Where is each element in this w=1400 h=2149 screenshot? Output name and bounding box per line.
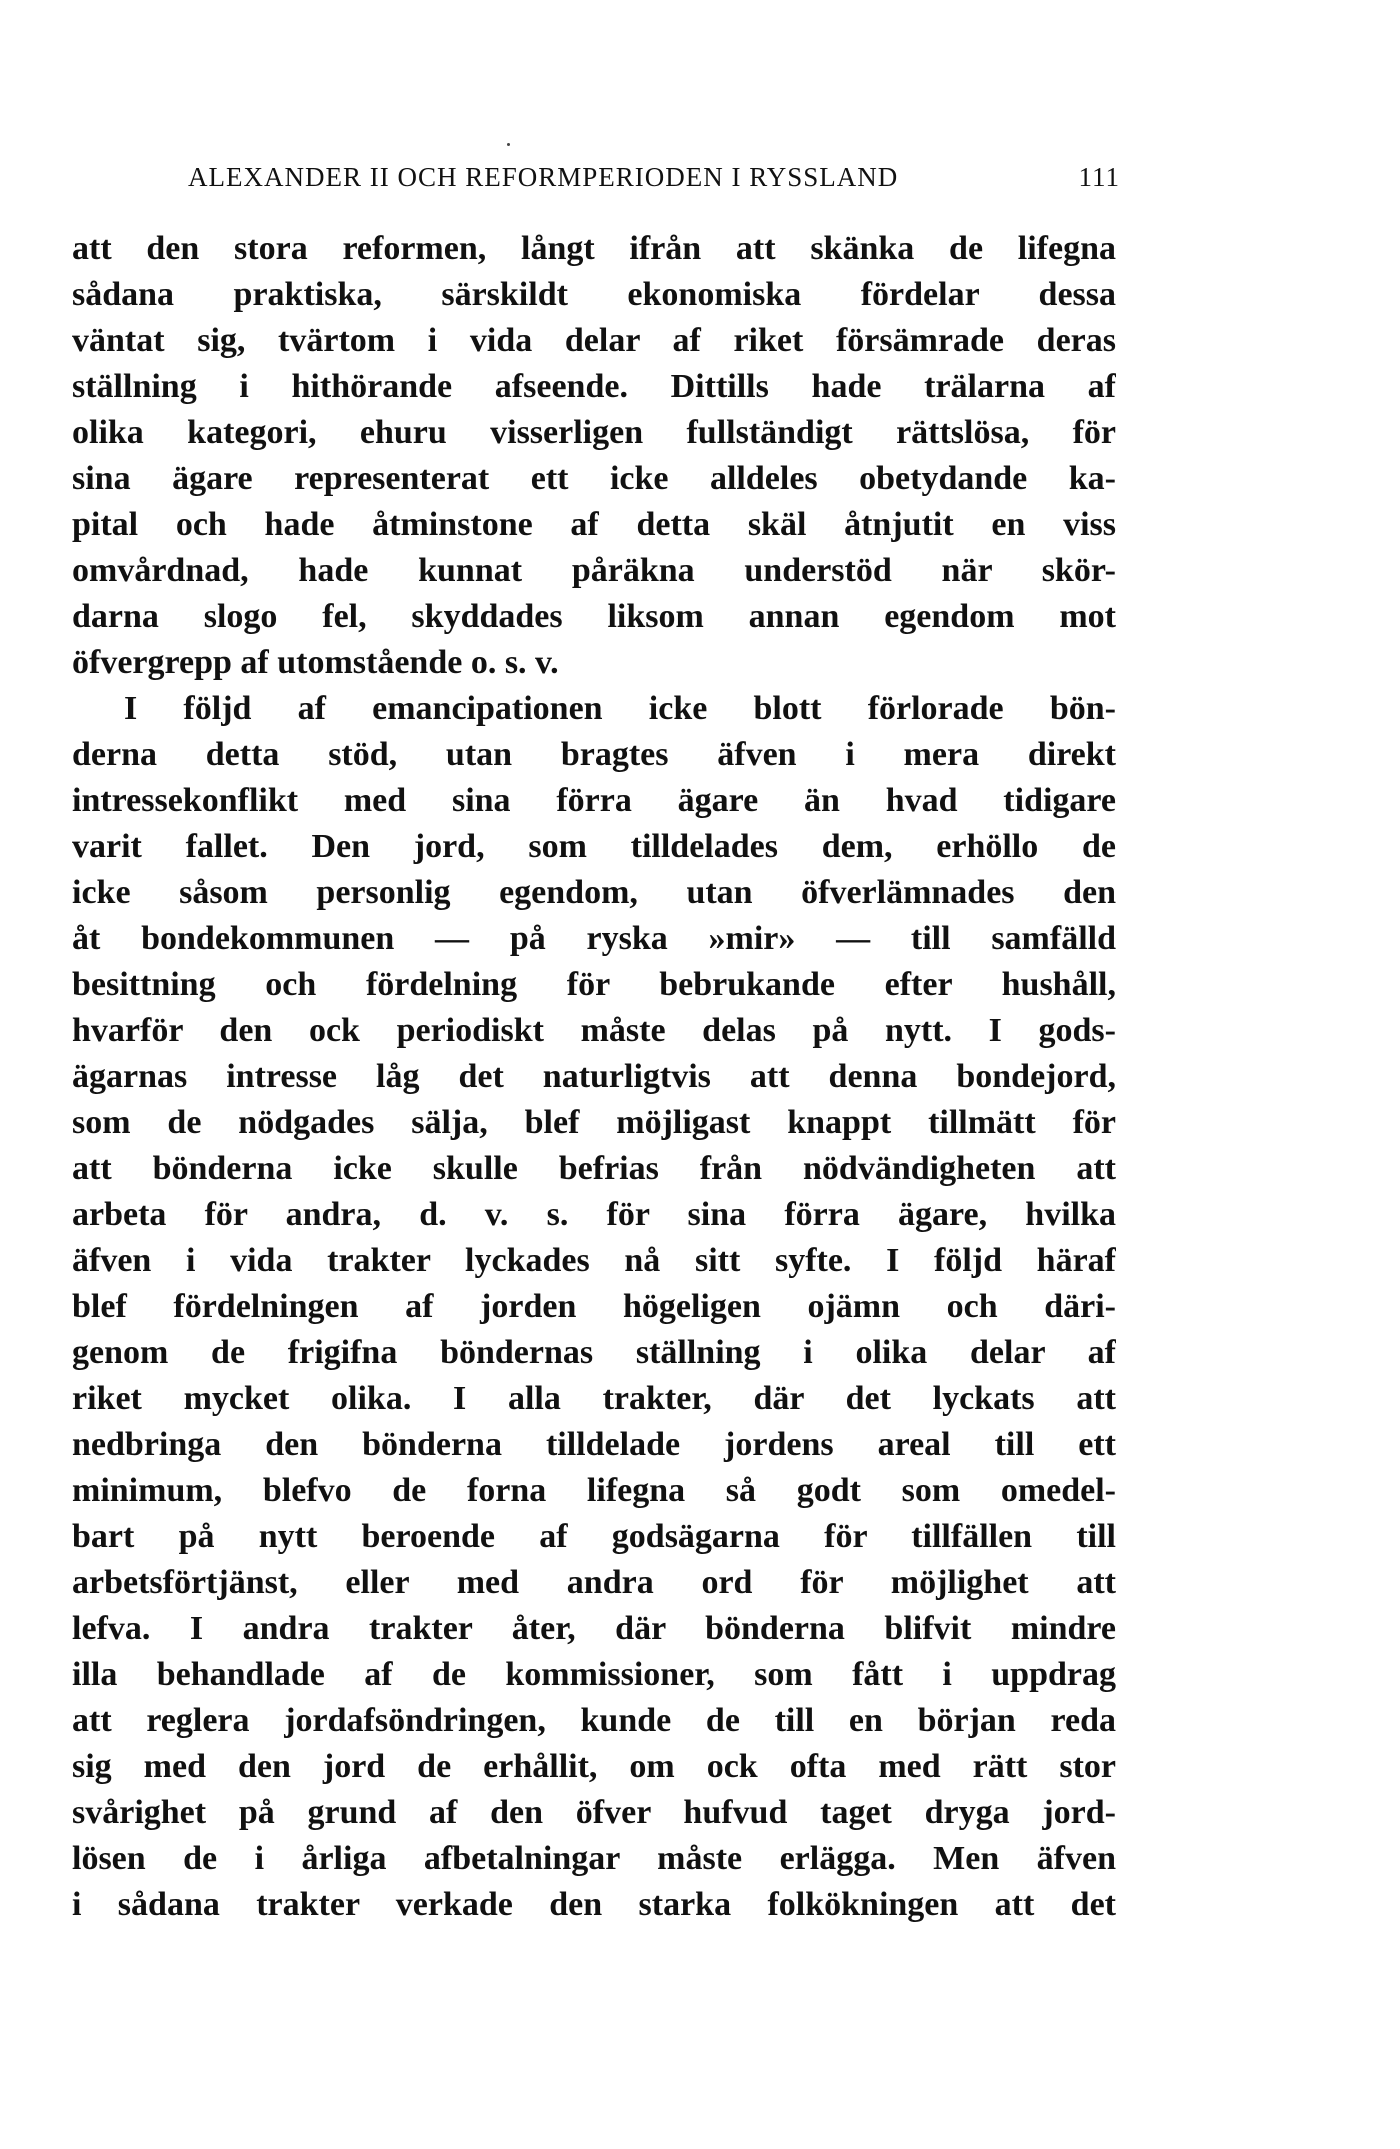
text-line: omvårdnad, hade kunnat påräkna understöd när skör-: [72, 552, 1116, 589]
text-line: som de nödgades sälja, blef möjligast knappt tillmätt för: [72, 1104, 1116, 1141]
text-line: sina ägare representerat ett icke alldeles obetydande ka-: [72, 460, 1116, 497]
text-line: illa behandlade af de kommissioner, som fått i uppdrag: [72, 1656, 1116, 1693]
text-line: I följd af emancipationen icke blott förlorade bön-: [124, 690, 1116, 727]
print-speck: [507, 143, 510, 146]
text-line: ställning i hithörande afseende. Dittills hade trälarna af: [72, 368, 1116, 405]
text-line: icke såsom personlig egendom, utan öfverlämnades den: [72, 874, 1116, 911]
text-line: varit fallet. Den jord, som tilldelades dem, erhöllo de: [72, 828, 1116, 865]
text-line: öfvergrepp af utomstående o. s. v.: [72, 644, 559, 681]
text-line: nedbringa den bönderna tilldelade jordens areal till ett: [72, 1426, 1116, 1463]
text-line: besittning och fördelning för bebrukande efter hushåll,: [72, 966, 1116, 1003]
text-line: att reglera jordafsöndringen, kunde de till en början reda: [72, 1702, 1116, 1739]
text-line: derna detta stöd, utan bragtes äfven i mera direkt: [72, 736, 1116, 773]
text-line: darna slogo fel, skyddades liksom annan egendom mot: [72, 598, 1116, 635]
text-line: sig med den jord de erhållit, om ock ofta med rätt stor: [72, 1748, 1116, 1785]
text-line: arbetsförtjänst, eller med andra ord för möjlighet att: [72, 1564, 1116, 1601]
body-text: [72, 226, 1116, 1928]
page-number: 111: [1078, 162, 1120, 192]
text-line: i sådana trakter verkade den starka folkökningen att det: [72, 1886, 1116, 1923]
text-line: genom de frigifna böndernas ställning i olika delar af: [72, 1334, 1116, 1371]
text-line: blef fördelningen af jorden högeligen ojämn och däri-: [72, 1288, 1116, 1325]
text-line: olika kategori, ehuru visserligen fullständigt rättslösa, för: [72, 414, 1116, 451]
running-head-title: ALEXANDER II OCH REFORMPERIODEN I RYSSLAND: [188, 162, 899, 192]
text-line: intressekonflikt med sina förra ägare än hvad tidigare: [72, 782, 1116, 819]
text-line: att den stora reformen, långt ifrån att skänka de lifegna: [72, 230, 1116, 267]
text-line: riket mycket olika. I alla trakter, där det lyckats att: [72, 1380, 1116, 1417]
text-line: pital och hade åtminstone af detta skäl åtnjutit en viss: [72, 506, 1116, 543]
text-line: hvarför den ock periodiskt måste delas på nytt. I gods-: [72, 1012, 1116, 1049]
text-line: sådana praktiska, särskildt ekonomiska fördelar dessa: [72, 276, 1116, 313]
running-head: [180, 162, 1120, 202]
text-line: lefva. I andra trakter åter, där bönderna blifvit mindre: [72, 1610, 1116, 1647]
text-line: svårighet på grund af den öfver hufvud taget dryga jord-: [72, 1794, 1116, 1831]
text-line: ägarnas intresse låg det naturligtvis att denna bondejord,: [72, 1058, 1116, 1095]
text-line: bart på nytt beroende af godsägarna för tillfällen till: [72, 1518, 1116, 1555]
text-line: väntat sig, tvärtom i vida delar af riket försämrade deras: [72, 322, 1116, 359]
text-line: minimum, blefvo de forna lifegna så godt som omedel-: [72, 1472, 1116, 1509]
text-line: äfven i vida trakter lyckades nå sitt syfte. I följd häraf: [72, 1242, 1116, 1279]
text-line: lösen de i årliga afbetalningar måste erlägga. Men äfven: [72, 1840, 1116, 1877]
text-line: åt bondekommunen — på ryska »mir» — till samfälld: [72, 920, 1116, 957]
text-line: arbeta för andra, d. v. s. för sina förra ägare, hvilka: [72, 1196, 1116, 1233]
text-line: att bönderna icke skulle befrias från nödvändigheten att: [72, 1150, 1116, 1187]
